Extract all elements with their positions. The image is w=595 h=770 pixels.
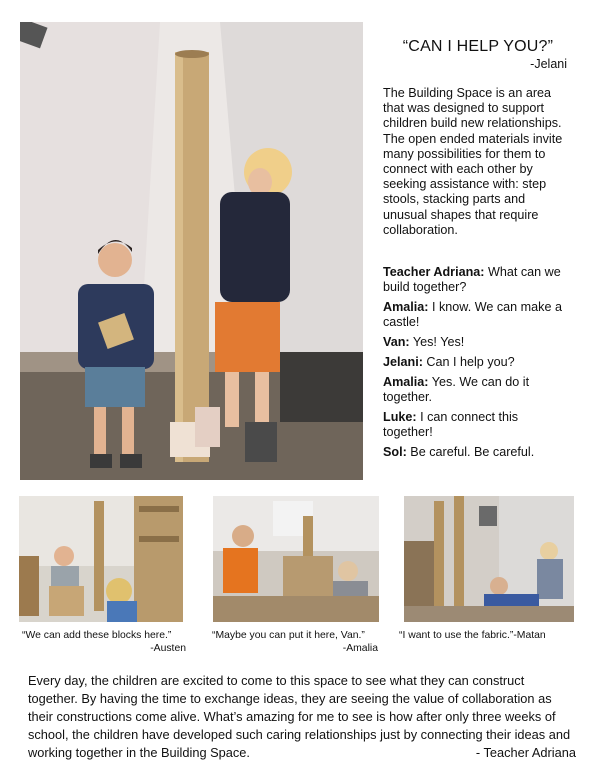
thumbnail-photo-blocks (19, 496, 183, 622)
quote-title: “CAN I HELP YOU?” (402, 38, 554, 55)
closing-text: Every day, the children are excited to come to this space to see what they can construct together. By having the time to exchange ideas, they are seeing the value of collaboration as their constructions come alive. What’s amazing for me to see is how after only three weeks of school, the children have developed such caring relationships just by connecting their ideas and working together in the Building Space. (28, 673, 571, 760)
dialogue-line (383, 300, 568, 330)
caption-quote: “We can add these blocks here.” (22, 630, 172, 641)
dialogue-line (383, 375, 568, 405)
closing-paragraph (28, 672, 576, 762)
dialogue-text: Yes. We can do it together. (383, 374, 530, 404)
dialogue-speaker: Jelani: (383, 354, 423, 369)
dialogue-speaker: Van: (383, 335, 410, 349)
dialogue-text: Can I help you? (422, 354, 515, 369)
caption-3 (399, 629, 579, 642)
dialogue-line (383, 265, 568, 295)
caption-2 (212, 629, 392, 655)
dialogue-line (383, 335, 568, 350)
dialogue-list (383, 265, 568, 464)
dialogue-text: I know. We can make a castle! (383, 300, 562, 330)
dialogue-speaker: Sol: (383, 444, 407, 459)
dialogue-speaker: Teacher Adriana: (383, 265, 485, 279)
signature: - Teacher Adriana (475, 745, 576, 760)
caption-quote: “I want to use the fabric.”-Matan (399, 630, 546, 641)
dialogue-speaker: Amalia: (383, 374, 429, 389)
main-photo (20, 22, 363, 480)
caption-attribution: -Amalia (342, 643, 378, 654)
dialogue-text: Yes! Yes! (409, 335, 465, 349)
dialogue-text: I can connect this together! (383, 409, 519, 439)
dialogue-text: What can we build together? (383, 265, 561, 295)
thumbnail-photo-fabric (404, 496, 574, 622)
dialogue-line (383, 445, 568, 460)
caption-quote: “Maybe you can put it here, Van.” (212, 630, 365, 641)
caption-attribution: -Austen (150, 643, 186, 654)
intro-paragraph: The Building Space is an area that was designed to support children build new relationships. The open ended materials invite many possibilities for them to connect with each other by seeking assistance with: step stools, stacking parts and unusual shapes that require collaboration. (383, 86, 563, 237)
caption-1 (22, 629, 192, 655)
dialogue-text: Be careful. Be careful. (406, 444, 535, 459)
dialogue-line (383, 355, 568, 370)
dialogue-speaker: Luke: (383, 409, 417, 424)
dialogue-speaker: Amalia: (383, 300, 429, 314)
dialogue-line (383, 410, 568, 440)
quote-author: -Jelani (530, 57, 567, 71)
thumbnail-photo-group (213, 496, 379, 622)
